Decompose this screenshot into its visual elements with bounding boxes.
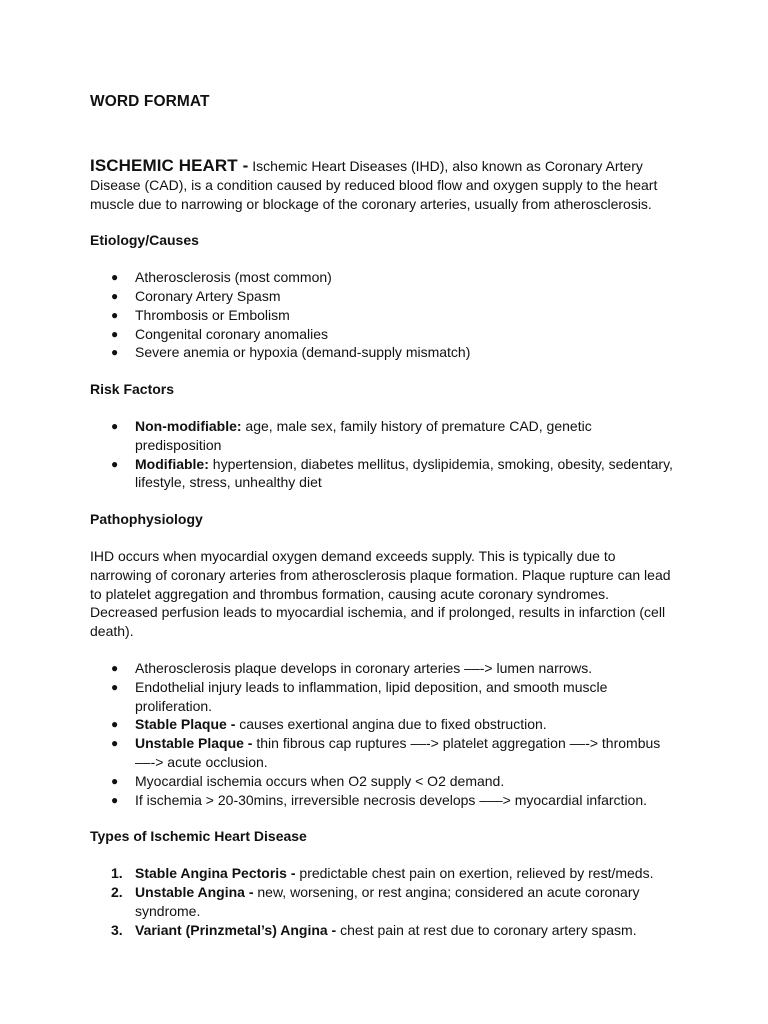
list-item xyxy=(111,306,680,325)
list-item-text: Endothelial injury leads to inflammation, lipid deposition, and smooth muscle proliferation. xyxy=(135,678,608,714)
list-item-text: hypertension, diabetes mellitus, dyslipidemia, smoking, obesity, sedentary, lifestyle, stress, unhealthy diet xyxy=(135,455,673,491)
list-item-text: Congenital coronary anomalies xyxy=(135,325,328,342)
bullet-icon: ● xyxy=(111,773,119,788)
list-item-text: Atherosclerosis plaque develops in coronary arteries ––-> lumen narrows. xyxy=(135,659,593,676)
list-item xyxy=(111,734,680,772)
document-body xyxy=(90,157,680,957)
list-item-label: Modifiable: xyxy=(135,455,209,472)
list-item xyxy=(111,864,680,883)
list-item-text: Thrombosis or Embolism xyxy=(135,306,290,323)
risk-factors-heading: Risk Factors xyxy=(90,381,175,398)
list-item-text: thin fibrous cap ruptures ––-> platelet aggregation ––-> thrombus ––-> acute occlusion. xyxy=(135,735,661,770)
bullet-icon: ● xyxy=(111,270,119,285)
list-item-text: causes exertional angina due to fixed obstruction. xyxy=(235,716,547,733)
list-item-label: Stable Angina Pectoris - xyxy=(135,865,296,882)
bullet-icon: ● xyxy=(111,679,119,694)
intro-text: Ischemic Heart Diseases (IHD), also known as Coronary Artery Disease (CAD), is a condition caused by reduced blood flow and oxygen supply to the heart muscle due to narrowing or blockage of the coronary arteries, usually from atherosclerosis. xyxy=(90,158,658,212)
list-item-text: new, worsening, or rest angina; considered an acute coronary syndrome. xyxy=(135,883,640,919)
list-item xyxy=(111,287,680,306)
list-item-text: Severe anemia or hypoxia (demand-supply mismatch) xyxy=(135,344,471,361)
list-item xyxy=(111,343,680,362)
list-item-text: Atherosclerosis (most common) xyxy=(135,269,332,286)
bullet-icon: ● xyxy=(111,660,119,675)
list-item-text: Coronary Artery Spasm xyxy=(135,287,281,304)
list-item xyxy=(111,772,680,791)
list-item-label: Unstable Angina - xyxy=(135,883,254,900)
intro-lead xyxy=(90,156,248,175)
pathophysiology-heading: Pathophysiology xyxy=(90,511,203,528)
intro-paragraph xyxy=(90,157,680,213)
list-item xyxy=(111,268,680,287)
pathophysiology-paragraph: IHD occurs when myocardial oxygen demand exceeds supply. This is typically due to narrowing of coronary arteries from atherosclerosis plaque formation. Plaque rupture can lead to platelet aggregation and thrombus formation, causing acute coronary syndromes. Decreased perfusion leads to myocardial ischemia, and if prolonged, results in infarction (cell death). xyxy=(90,547,671,640)
list-item-label: Variant (Prinzmetal’s) Angina - xyxy=(135,921,337,938)
list-item xyxy=(111,715,680,734)
bullet-icon: ● xyxy=(111,418,119,433)
list-number: 1. xyxy=(111,865,123,882)
list-item-text: age, male sex, family history of premature CAD, genetic predisposition xyxy=(135,417,592,453)
list-item xyxy=(111,659,680,678)
list-item xyxy=(111,455,680,493)
list-number: 2. xyxy=(111,883,123,900)
bullet-icon: ● xyxy=(111,288,119,303)
bullet-icon: ● xyxy=(111,326,119,341)
document-header: WORD FORMAT xyxy=(90,93,210,110)
intro-lead-text: ISCHEMIC HEART - xyxy=(90,156,249,175)
list-item-text: chest pain at rest due to coronary artery spasm. xyxy=(336,921,637,938)
list-item xyxy=(111,678,680,716)
list-item-text: predictable chest pain on exertion, relieved by rest/meds. xyxy=(295,865,654,882)
bullet-icon: ● xyxy=(111,792,119,807)
list-item-label: Unstable Plaque - xyxy=(135,735,253,752)
list-item-text: If ischemia > 20-30mins, irreversible necrosis develops –––> myocardial infarction. xyxy=(135,791,648,808)
list-item xyxy=(111,921,680,940)
list-item xyxy=(111,791,680,810)
bullet-icon: ● xyxy=(111,736,119,751)
list-item-label: Non-modifiable: xyxy=(135,417,242,434)
list-item xyxy=(111,417,680,455)
list-item xyxy=(111,325,680,344)
etiology-heading: Etiology/Causes xyxy=(90,232,199,249)
etiology-list xyxy=(90,268,680,362)
bullet-icon: ● xyxy=(111,307,119,322)
risk-factors-list xyxy=(90,417,680,492)
pathophysiology-list xyxy=(90,659,680,809)
bullet-icon: ● xyxy=(111,456,119,471)
types-list xyxy=(90,864,680,939)
list-item-text: Myocardial ischemia occurs when O2 supply < O2 demand. xyxy=(135,772,505,789)
list-item-label: Stable Plaque - xyxy=(135,716,236,733)
list-number: 3. xyxy=(111,921,123,938)
bullet-icon: ● xyxy=(111,717,119,732)
bullet-icon: ● xyxy=(111,345,119,360)
types-heading: Types of Ischemic Heart Disease xyxy=(90,828,307,845)
list-item xyxy=(111,883,680,921)
